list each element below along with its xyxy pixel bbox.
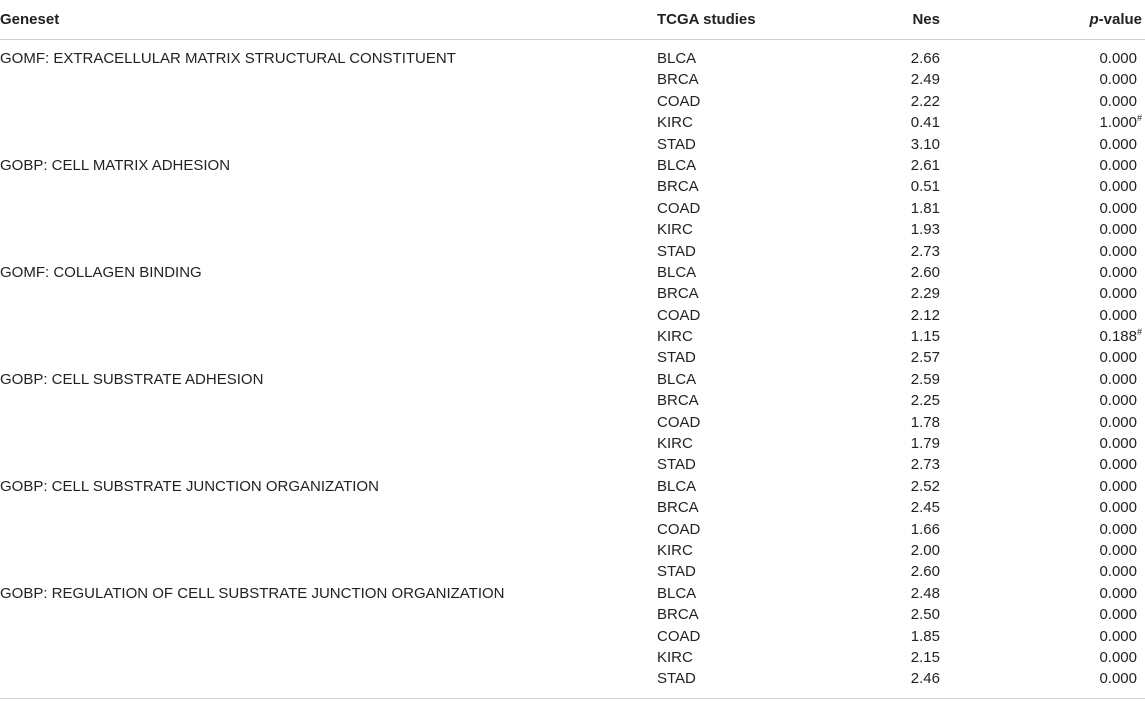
tcga-study-cell: BRCA: [657, 285, 699, 303]
tcga-study-cell: BRCA: [657, 178, 699, 196]
p-value-number: 0.000: [1099, 135, 1137, 153]
nes-cell: 2.60: [910, 563, 940, 581]
p-value-cell: [1099, 668, 1137, 689]
p-value-cell: [1099, 454, 1137, 475]
p-value-number: 0.000: [1099, 156, 1137, 174]
p-value-number: 0.000: [1099, 349, 1137, 367]
tcga-study-cell: STAD: [657, 563, 696, 581]
table-row: [0, 262, 1145, 283]
nes-cell: 0.51: [910, 178, 940, 196]
tcga-study-cell: STAD: [657, 135, 696, 153]
nes-cell: 2.45: [910, 499, 940, 517]
table-row: [0, 369, 1145, 390]
tcga-study-cell: BRCA: [657, 499, 699, 517]
table-row: [0, 668, 1145, 689]
tcga-study-cell: STAD: [657, 349, 696, 367]
p-value-number: 0.000: [1099, 670, 1137, 688]
p-value-number: 0.000: [1099, 648, 1137, 666]
p-value-number: 0.000: [1099, 606, 1137, 624]
nes-cell: 2.48: [910, 584, 940, 602]
p-value-number: 0.000: [1099, 199, 1137, 217]
nes-cell: 1.66: [910, 520, 940, 538]
p-value-number: 0.000: [1099, 477, 1137, 495]
table-bottom-rule: [0, 698, 1145, 699]
p-value-number: 0.000: [1099, 541, 1137, 559]
nes-cell: 3.10: [910, 135, 940, 153]
table-row: [0, 604, 1145, 625]
tcga-study-cell: COAD: [657, 520, 701, 538]
p-value-number: 0.000: [1099, 499, 1137, 517]
column-header-geneset: Geneset: [0, 11, 60, 28]
p-value-number: 0.000: [1099, 370, 1137, 388]
table-row: [0, 433, 1145, 454]
p-value-number: 0.000: [1099, 413, 1137, 431]
tcga-study-cell: KIRC: [657, 328, 693, 346]
tcga-study-cell: BLCA: [657, 477, 697, 495]
p-value-number: 0.000: [1099, 92, 1137, 110]
tcga-study-cell: STAD: [657, 456, 696, 474]
nes-cell: 2.50: [910, 606, 940, 624]
column-header-nes: Nes: [912, 11, 940, 28]
p-value-cell: [1099, 305, 1137, 326]
p-value-number: 0.188: [1099, 328, 1137, 346]
p-value-number: 0.000: [1099, 456, 1137, 474]
p-value-footnote-mark: #: [1136, 113, 1142, 124]
p-value-cell: [1099, 540, 1137, 561]
column-header-p-value: [1089, 10, 1142, 30]
nes-cell: 2.15: [910, 648, 940, 666]
tcga-study-cell: STAD: [657, 242, 696, 260]
nes-cell: 2.61: [910, 156, 940, 174]
geneset-cell: GOBP: CELL SUBSTRATE JUNCTION ORGANIZATION: [0, 477, 379, 495]
tcga-study-cell: BRCA: [657, 392, 699, 410]
p-value-number: 0.000: [1099, 520, 1137, 538]
nes-cell: 1.78: [910, 413, 940, 431]
tcga-study-cell: BLCA: [657, 584, 697, 602]
table-row: [0, 647, 1145, 668]
p-value-cell: [1099, 519, 1137, 540]
nes-cell: 2.66: [910, 50, 940, 67]
table-row: [0, 476, 1145, 497]
table-row: [0, 497, 1145, 518]
table-row: [0, 561, 1145, 582]
tcga-study-cell: KIRC: [657, 435, 693, 453]
p-value-cell: [1099, 219, 1137, 240]
p-value-number: 0.000: [1099, 306, 1137, 324]
nes-cell: 1.85: [910, 627, 940, 645]
nes-cell: 1.79: [910, 435, 940, 453]
p-value-italic: p: [1089, 11, 1099, 28]
p-value-cell: [1099, 176, 1137, 197]
geneset-cell: GOBP: REGULATION OF CELL SUBSTRATE JUNCTION ORGANIZATION: [0, 584, 505, 602]
table-row: [0, 583, 1145, 604]
p-value-cell: [1099, 198, 1137, 219]
geneset-cell: GOBP: CELL MATRIX ADHESION: [0, 156, 231, 174]
tcga-study-cell: BRCA: [657, 71, 699, 89]
p-value-cell: [1099, 347, 1137, 368]
table-row: [0, 540, 1145, 561]
tcga-study-cell: COAD: [657, 306, 701, 324]
p-value-number: 0.000: [1099, 563, 1137, 581]
p-value-number: 0.000: [1099, 178, 1137, 196]
table-row: [0, 198, 1145, 219]
nes-cell: 2.57: [910, 349, 940, 367]
table-row: [0, 626, 1145, 647]
tcga-study-cell: BLCA: [657, 370, 697, 388]
nes-cell: 2.25: [910, 392, 940, 410]
table-row: [0, 69, 1145, 90]
table-row: [0, 91, 1145, 112]
table-row: [0, 519, 1145, 540]
p-value-suffix: -value: [1098, 11, 1142, 28]
p-value-number: 0.000: [1099, 221, 1137, 239]
p-value-cell: [1099, 69, 1137, 90]
table-row: [0, 390, 1145, 411]
tcga-study-cell: COAD: [657, 627, 701, 645]
tcga-study-cell: COAD: [657, 92, 701, 110]
p-value-cell: [1099, 561, 1137, 582]
p-value-cell: [1099, 476, 1137, 497]
p-value-number: 0.000: [1099, 285, 1137, 303]
tcga-study-cell: BRCA: [657, 606, 699, 624]
table-row: [0, 241, 1145, 262]
tcga-study-cell: BLCA: [657, 156, 697, 174]
p-value-cell: [1099, 412, 1137, 433]
p-value-number: 0.000: [1099, 50, 1137, 67]
p-value-cell: [1099, 48, 1137, 69]
p-value-number: 0.000: [1099, 71, 1137, 89]
tcga-study-cell: KIRC: [657, 648, 693, 666]
p-value-number: 0.000: [1099, 242, 1137, 260]
p-value-cell: [1099, 262, 1137, 283]
geneset-cell: GOMF: EXTRACELLULAR MATRIX STRUCTURAL CONSTITUENT: [0, 50, 456, 67]
p-value-number: 0.000: [1099, 627, 1137, 645]
table-row: [0, 454, 1145, 475]
nes-cell: 1.15: [910, 328, 940, 346]
p-value-cell: [1099, 369, 1137, 390]
nes-cell: 2.12: [910, 306, 940, 324]
geneset-cell: GOMF: COLLAGEN BINDING: [0, 263, 202, 281]
p-value-cell: [1099, 583, 1137, 604]
table-row: [0, 326, 1145, 347]
tcga-study-cell: KIRC: [657, 541, 693, 559]
nes-cell: 2.29: [910, 285, 940, 303]
table-row: [0, 176, 1145, 197]
p-value-cell: [1099, 390, 1137, 411]
p-value-number: 0.000: [1099, 263, 1137, 281]
p-value-number: 0.000: [1099, 392, 1137, 410]
table-row: [0, 134, 1145, 155]
nes-cell: 2.49: [910, 71, 940, 89]
p-value-number: 0.000: [1099, 584, 1137, 602]
p-value-footnote-mark: #: [1136, 327, 1142, 338]
nes-cell: 2.73: [910, 242, 940, 260]
p-value-cell: [1099, 497, 1137, 518]
table-row: [0, 347, 1145, 368]
table-row: [0, 412, 1145, 433]
p-value-cell: [1099, 326, 1142, 347]
geneset-cell: GOBP: CELL SUBSTRATE ADHESION: [0, 370, 264, 388]
nes-cell: 2.22: [910, 92, 940, 110]
table-row: [0, 112, 1145, 133]
nes-cell: 1.81: [910, 199, 940, 217]
p-value-cell: [1099, 626, 1137, 647]
p-value-cell: [1099, 604, 1137, 625]
table-header: [0, 0, 1145, 40]
p-value-cell: [1099, 155, 1137, 176]
column-header-tcga-studies: TCGA studies: [657, 11, 756, 28]
p-value-cell: [1099, 433, 1137, 454]
nes-cell: 0.41: [910, 114, 940, 132]
table-row: [0, 305, 1145, 326]
p-value-cell: [1099, 91, 1137, 112]
nes-cell: 2.59: [910, 370, 940, 388]
p-value-cell: [1099, 647, 1137, 668]
nes-cell: 2.60: [910, 263, 940, 281]
p-value-cell: [1099, 241, 1137, 262]
p-value-number: 1.000: [1099, 114, 1137, 132]
p-value-cell: [1099, 134, 1137, 155]
table-row: [0, 155, 1145, 176]
p-value-cell: [1099, 112, 1142, 133]
tcga-study-cell: COAD: [657, 199, 701, 217]
p-value-number: 0.000: [1099, 435, 1137, 453]
tcga-study-cell: COAD: [657, 413, 701, 431]
nes-cell: 2.73: [910, 456, 940, 474]
p-value-cell: [1099, 283, 1137, 304]
nes-cell: 2.46: [910, 670, 940, 688]
table-row: [0, 48, 1145, 69]
tcga-study-cell: BLCA: [657, 50, 697, 67]
table-row: [0, 283, 1145, 304]
table-row: [0, 219, 1145, 240]
table-body: [0, 48, 1145, 690]
nes-cell: 2.00: [910, 541, 940, 559]
nes-cell: 2.52: [910, 477, 940, 495]
tcga-study-cell: KIRC: [657, 221, 693, 239]
tcga-study-cell: KIRC: [657, 114, 693, 132]
nes-cell: 1.93: [910, 221, 940, 239]
tcga-study-cell: BLCA: [657, 263, 697, 281]
tcga-study-cell: STAD: [657, 670, 696, 688]
